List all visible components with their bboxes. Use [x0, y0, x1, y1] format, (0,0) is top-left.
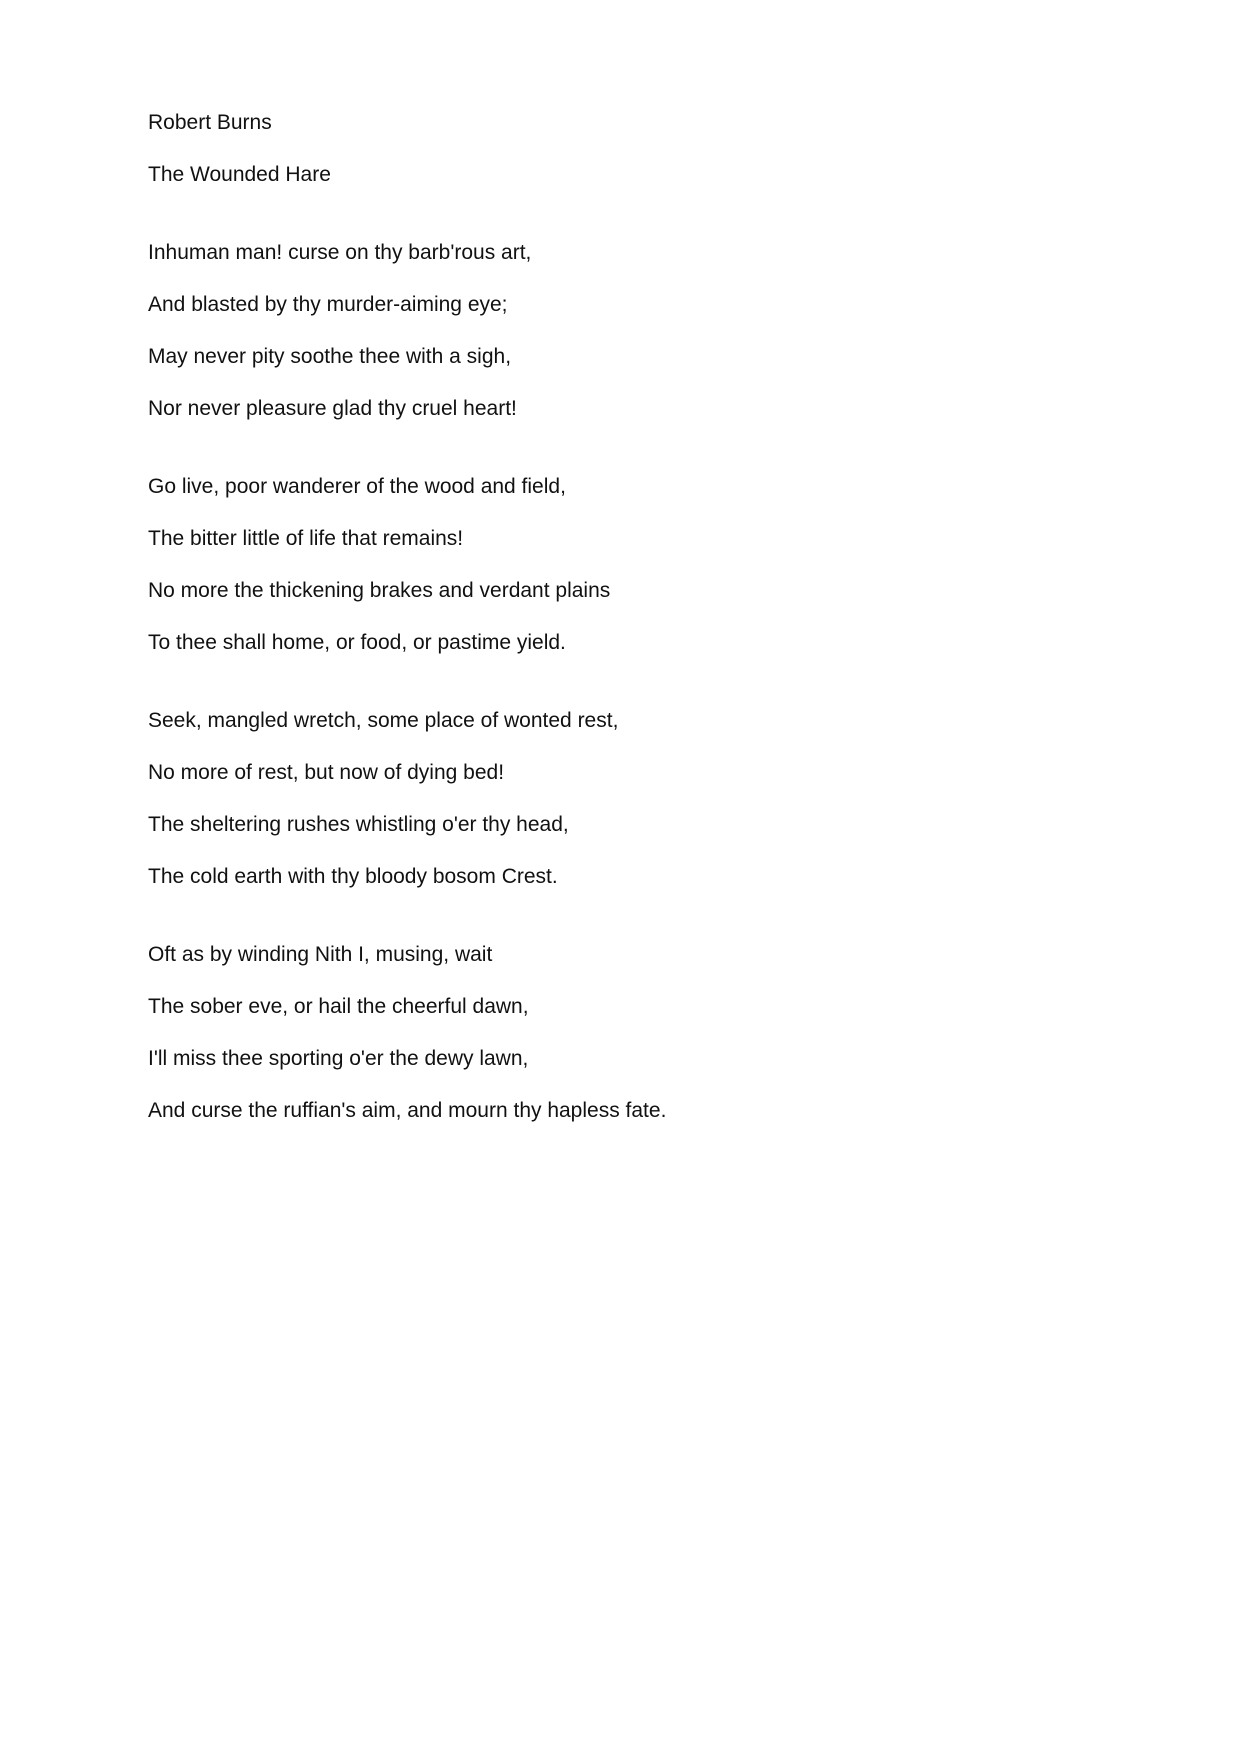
- verse-line: Oft as by winding Nith I, musing, wait: [148, 943, 493, 966]
- verse-line: Inhuman man! curse on thy barb'rous art,: [148, 241, 532, 264]
- verse-line: I'll miss thee sporting o'er the dewy lawn,: [148, 1047, 529, 1070]
- verse-line: To thee shall home, or food, or pastime yield.: [148, 631, 566, 654]
- verse-line: And curse the ruffian's aim, and mourn thy hapless fate.: [148, 1099, 667, 1122]
- verse-line: No more the thickening brakes and verdant plains: [148, 579, 611, 602]
- stanza-4: [148, 942, 1108, 1124]
- verse-line: Go live, poor wanderer of the wood and field,: [148, 475, 566, 498]
- verse-line: The cold earth with thy bloody bosom Crest.: [148, 865, 558, 888]
- stanza-3: [148, 708, 1108, 890]
- stanza-1: [148, 240, 1108, 422]
- verse-line: And blasted by thy murder-aiming eye;: [148, 293, 508, 316]
- verse-line: The bitter little of life that remains!: [148, 527, 464, 550]
- stanza-2: [148, 474, 1108, 656]
- verse-line: The sober eve, or hail the cheerful dawn,: [148, 995, 529, 1018]
- poem-header: [148, 110, 1108, 188]
- poem-title: The Wounded Hare: [148, 163, 331, 186]
- verse-line: No more of rest, but now of dying bed!: [148, 761, 505, 784]
- verse-line: May never pity soothe thee with a sigh,: [148, 345, 512, 368]
- verse-line: The sheltering rushes whistling o'er thy head,: [148, 813, 569, 836]
- author-name: Robert Burns: [148, 111, 272, 134]
- poem-body: [148, 110, 1108, 1150]
- verse-line: Seek, mangled wretch, some place of wonted rest,: [148, 709, 619, 732]
- verse-line: Nor never pleasure glad thy cruel heart!: [148, 397, 517, 420]
